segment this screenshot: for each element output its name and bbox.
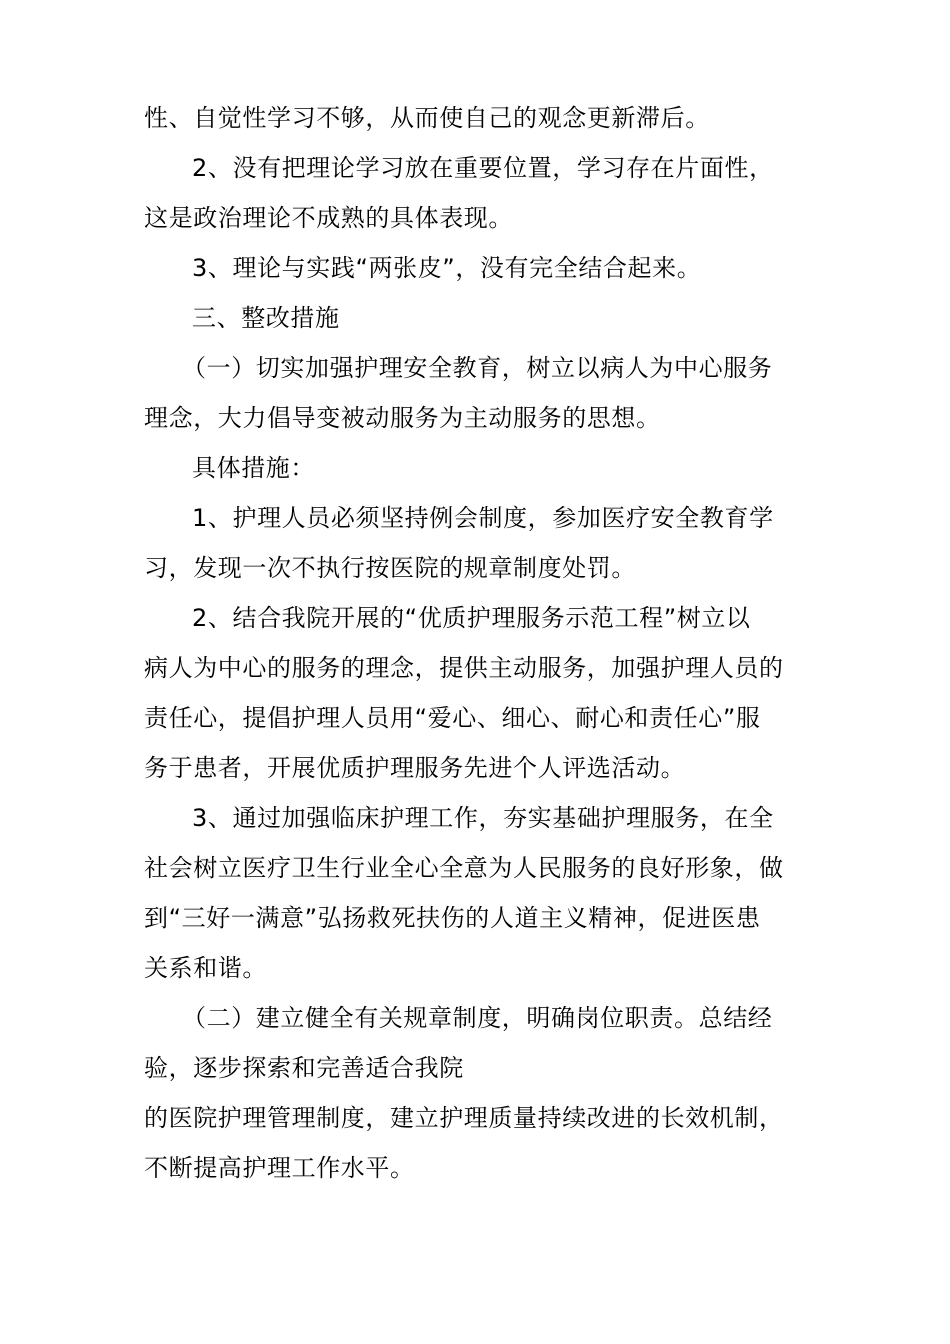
section-heading: 三、整改措施 (192, 304, 340, 332)
text-line: 1、护理人员必须坚持例会制度，参加医疗安全教育学 (192, 504, 774, 532)
text-line: 到“三好一满意”弘扬救死扶伤的人道主义精神，促进医患 (144, 904, 761, 932)
text-line: 习，发现一次不执行按医院的规章制度处罚。 (144, 554, 636, 582)
text-line: 社会树立医疗卫生行业全心全意为人民服务的良好形象，做 (144, 854, 784, 882)
text-line: 关系和谐。 (144, 954, 267, 982)
text-line: 3、理论与实践“两张皮”，没有完全结合起来。 (192, 254, 702, 282)
text-line: 2、没有把理论学习放在重要位置，学习存在片面性， (192, 154, 774, 182)
text-line: 病人为中心的服务的理念，提供主动服务，加强护理人员的 (144, 654, 784, 682)
text-line: 这是政治理论不成熟的具体表现。 (144, 204, 513, 232)
text-line: 验，逐步探索和完善适合我院 (144, 1054, 464, 1082)
text-line: 具体措施： (192, 454, 315, 482)
text-line: 理念，大力倡导变被动服务为主动服务的思想。 (144, 404, 661, 432)
text-line: 3、通过加强临床护理工作，夯实基础护理服务，在全 (192, 804, 774, 832)
text-line: 2、结合我院开展的“优质护理服务示范工程”树立以 (192, 604, 751, 632)
text-line: 的医院护理管理制度，建立护理质量持续改进的长效机制， (144, 1104, 784, 1132)
text-line: 务于患者，开展优质护理服务先进个人评选活动。 (144, 754, 686, 782)
text-line: （一）切实加强护理安全教育，树立以病人为中心服务 (182, 354, 773, 382)
text-line: 不断提高护理工作水平。 (144, 1154, 415, 1182)
text-line: 性、自觉性学习不够，从而使自己的观念更新滞后。 (144, 104, 710, 132)
text-line: （二）建立健全有关规章制度，明确岗位职责。总结经 (182, 1004, 773, 1032)
text-line: 责任心，提倡护理人员用“爱心、细心、耐心和责任心”服 (144, 704, 761, 732)
